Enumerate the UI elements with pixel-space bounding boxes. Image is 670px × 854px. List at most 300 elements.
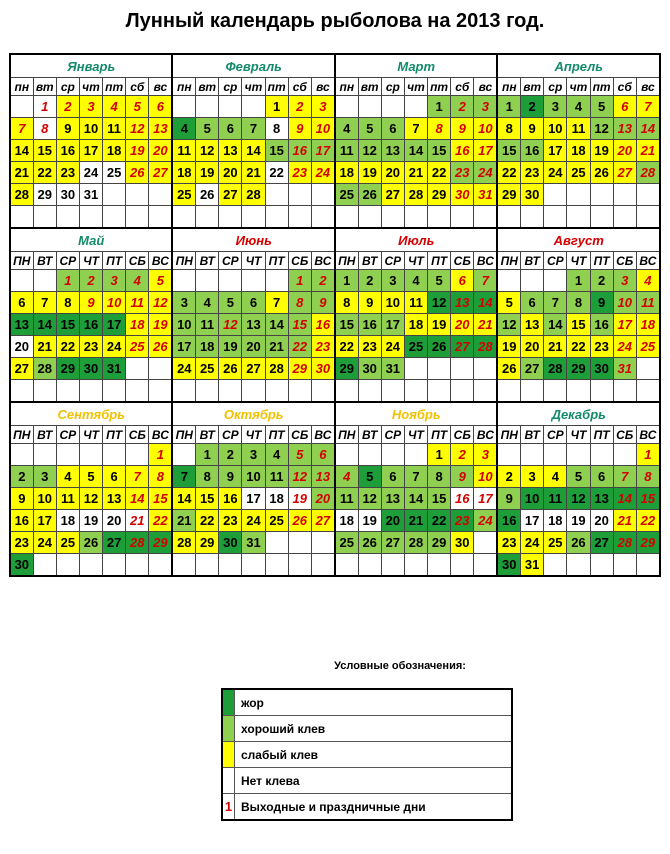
day-cell: 19 <box>590 140 613 162</box>
day-cell: 21 <box>404 510 427 532</box>
day-cell: 13 <box>242 314 265 336</box>
day-cell <box>404 96 427 118</box>
weekday-header: ВТ <box>358 252 381 270</box>
day-cell: 10 <box>103 292 126 314</box>
day-cell <box>636 206 660 229</box>
day-cell: 10 <box>474 466 498 488</box>
day-cell: 16 <box>497 510 520 532</box>
day-cell: 20 <box>521 336 544 358</box>
weekday-header: вс <box>636 78 660 96</box>
day-cell: 20 <box>381 510 404 532</box>
day-cell: 30 <box>358 358 381 380</box>
week-row <box>10 314 660 336</box>
day-cell: 21 <box>636 140 660 162</box>
legend-row <box>222 742 512 768</box>
day-cell: 7 <box>544 292 567 314</box>
day-cell: 28 <box>636 162 660 184</box>
day-cell: 28 <box>404 184 427 206</box>
day-cell <box>149 554 173 577</box>
weekday-header: ЧТ <box>404 426 427 444</box>
day-cell <box>567 554 590 577</box>
day-cell: 16 <box>79 314 102 336</box>
week-row <box>10 466 660 488</box>
day-cell <box>219 554 242 577</box>
day-cell: 27 <box>613 162 636 184</box>
day-cell <box>219 380 242 403</box>
day-cell: 14 <box>544 314 567 336</box>
day-cell: 30 <box>521 184 544 206</box>
day-cell: 26 <box>126 162 149 184</box>
weekday-header: ПН <box>335 426 358 444</box>
weekday-header: СБ <box>126 252 149 270</box>
weekday-header: ПТ <box>265 426 288 444</box>
day-cell: 26 <box>497 358 520 380</box>
weekday-header: СБ <box>613 252 636 270</box>
weekday-header: вс <box>474 78 498 96</box>
day-cell: 24 <box>544 162 567 184</box>
day-cell: 5 <box>590 96 613 118</box>
day-cell: 15 <box>497 140 520 162</box>
day-cell: 3 <box>172 292 195 314</box>
day-cell <box>265 380 288 403</box>
day-cell: 2 <box>497 466 520 488</box>
weekday-header: СР <box>219 426 242 444</box>
weekday-header: СР <box>56 426 79 444</box>
weekday-header-row <box>10 78 660 96</box>
day-cell: 27 <box>451 336 474 358</box>
day-cell: 20 <box>149 140 173 162</box>
day-cell: 12 <box>358 488 381 510</box>
day-cell: 6 <box>311 444 335 466</box>
day-cell <box>103 554 126 577</box>
day-cell <box>79 380 102 403</box>
week-row <box>10 444 660 466</box>
weekday-header: пн <box>10 78 33 96</box>
day-cell: 1 <box>428 444 451 466</box>
day-cell <box>451 206 474 229</box>
day-cell: 24 <box>172 358 195 380</box>
week-row <box>10 140 660 162</box>
day-cell: 12 <box>358 140 381 162</box>
week-row <box>10 118 660 140</box>
day-cell <box>497 444 520 466</box>
day-cell: 29 <box>288 358 311 380</box>
day-cell: 18 <box>567 140 590 162</box>
day-cell: 20 <box>381 162 404 184</box>
day-cell <box>103 206 126 229</box>
day-cell: 29 <box>567 358 590 380</box>
day-cell: 4 <box>636 270 660 292</box>
weekday-header: сб <box>613 78 636 96</box>
week-row <box>10 292 660 314</box>
weekday-header: ПТ <box>590 252 613 270</box>
day-cell: 11 <box>56 488 79 510</box>
weekday-header: ЧТ <box>567 252 590 270</box>
weekday-header: ВТ <box>358 426 381 444</box>
day-cell: 7 <box>404 466 427 488</box>
day-cell: 8 <box>428 118 451 140</box>
day-cell: 30 <box>590 358 613 380</box>
day-cell <box>404 444 427 466</box>
day-cell: 5 <box>567 466 590 488</box>
day-cell: 30 <box>311 358 335 380</box>
day-cell <box>636 184 660 206</box>
day-cell: 24 <box>613 336 636 358</box>
week-row <box>10 358 660 380</box>
day-cell <box>172 96 195 118</box>
day-cell: 12 <box>196 140 219 162</box>
week-row <box>10 488 660 510</box>
day-cell: 21 <box>613 510 636 532</box>
day-cell: 18 <box>636 314 660 336</box>
day-cell: 29 <box>196 532 219 554</box>
month-name: Май <box>10 228 172 252</box>
day-cell: 26 <box>567 532 590 554</box>
weekday-header: СР <box>56 252 79 270</box>
weekday-header-row <box>10 426 660 444</box>
day-cell: 13 <box>381 488 404 510</box>
day-cell: 12 <box>590 118 613 140</box>
day-cell <box>404 206 427 229</box>
day-cell <box>428 206 451 229</box>
day-cell: 22 <box>265 162 288 184</box>
day-cell: 19 <box>196 162 219 184</box>
legend-label: Выходные и праздничные дни <box>235 794 513 821</box>
day-cell: 2 <box>288 96 311 118</box>
day-cell: 29 <box>33 184 56 206</box>
day-cell: 15 <box>288 314 311 336</box>
week-row <box>10 336 660 358</box>
day-cell: 13 <box>149 118 173 140</box>
day-cell: 13 <box>613 118 636 140</box>
day-cell: 19 <box>567 510 590 532</box>
holiday-marker: 1 <box>222 794 235 821</box>
day-cell: 10 <box>521 488 544 510</box>
day-cell: 9 <box>10 488 33 510</box>
day-cell: 5 <box>358 118 381 140</box>
day-cell: 1 <box>33 96 56 118</box>
day-cell: 7 <box>242 118 265 140</box>
weekday-header: ВТ <box>521 426 544 444</box>
day-cell: 21 <box>404 162 427 184</box>
day-cell: 19 <box>288 488 311 510</box>
day-cell <box>335 554 358 577</box>
day-cell <box>149 380 173 403</box>
day-cell: 11 <box>544 488 567 510</box>
page-title: Лунный календарь рыболова на 2013 год. <box>125 10 545 32</box>
day-cell: 13 <box>381 140 404 162</box>
legend-table <box>221 688 513 821</box>
day-cell: 29 <box>56 358 79 380</box>
weekday-header: ср <box>381 78 404 96</box>
day-cell: 11 <box>636 292 660 314</box>
day-cell: 7 <box>404 118 427 140</box>
day-cell: 1 <box>288 270 311 292</box>
month-name-row <box>10 228 660 252</box>
day-cell <box>33 380 56 403</box>
day-cell: 22 <box>288 336 311 358</box>
day-cell: 28 <box>172 532 195 554</box>
week-row <box>10 206 660 229</box>
day-cell: 3 <box>103 270 126 292</box>
day-cell: 6 <box>103 466 126 488</box>
day-cell: 31 <box>474 184 498 206</box>
day-cell <box>56 380 79 403</box>
day-cell: 10 <box>544 118 567 140</box>
day-cell: 3 <box>474 444 498 466</box>
day-cell <box>10 270 33 292</box>
day-cell: 18 <box>103 140 126 162</box>
weekday-header: ЧТ <box>242 426 265 444</box>
day-cell <box>10 444 33 466</box>
day-cell: 17 <box>613 314 636 336</box>
weekday-header: ПН <box>335 252 358 270</box>
day-cell <box>288 532 311 554</box>
day-cell <box>613 206 636 229</box>
day-cell: 30 <box>497 554 520 577</box>
day-cell: 15 <box>428 140 451 162</box>
day-cell <box>311 532 335 554</box>
day-cell: 23 <box>521 162 544 184</box>
day-cell: 19 <box>358 510 381 532</box>
weekday-header: ВС <box>311 252 335 270</box>
weekday-header: ВС <box>149 426 173 444</box>
day-cell: 26 <box>358 532 381 554</box>
day-cell: 15 <box>56 314 79 336</box>
day-cell <box>590 184 613 206</box>
day-cell: 3 <box>474 96 498 118</box>
day-cell: 20 <box>311 488 335 510</box>
weekday-header: ВТ <box>33 426 56 444</box>
day-cell: 8 <box>567 292 590 314</box>
day-cell: 9 <box>79 292 102 314</box>
day-cell: 23 <box>10 532 33 554</box>
day-cell: 14 <box>33 314 56 336</box>
day-cell: 27 <box>149 162 173 184</box>
day-cell: 5 <box>288 444 311 466</box>
legend-label: жор <box>235 689 513 716</box>
day-cell <box>497 270 520 292</box>
day-cell: 17 <box>311 140 335 162</box>
day-cell: 14 <box>613 488 636 510</box>
day-cell: 7 <box>636 96 660 118</box>
day-cell: 26 <box>219 358 242 380</box>
day-cell <box>311 554 335 577</box>
day-cell: 26 <box>149 336 173 358</box>
day-cell: 15 <box>636 488 660 510</box>
day-cell <box>56 206 79 229</box>
day-cell: 26 <box>288 510 311 532</box>
day-cell <box>149 358 173 380</box>
weekday-header: ЧТ <box>567 426 590 444</box>
day-cell: 1 <box>196 444 219 466</box>
legend-swatch <box>222 742 235 768</box>
day-cell <box>265 532 288 554</box>
day-cell: 5 <box>428 270 451 292</box>
day-cell <box>196 96 219 118</box>
day-cell: 18 <box>335 510 358 532</box>
weekday-header: пт <box>265 78 288 96</box>
calendar-grid <box>9 53 661 577</box>
day-cell: 29 <box>497 184 520 206</box>
day-cell: 9 <box>497 488 520 510</box>
day-cell: 27 <box>590 532 613 554</box>
day-cell <box>265 554 288 577</box>
day-cell: 8 <box>265 118 288 140</box>
day-cell: 30 <box>56 184 79 206</box>
day-cell <box>474 358 498 380</box>
month-name: Апрель <box>497 54 660 78</box>
day-cell: 6 <box>10 292 33 314</box>
day-cell: 31 <box>381 358 404 380</box>
legend-label: хороший клев <box>235 716 513 742</box>
day-cell: 12 <box>567 488 590 510</box>
day-cell <box>381 444 404 466</box>
day-cell: 17 <box>521 510 544 532</box>
day-cell: 30 <box>451 184 474 206</box>
day-cell <box>567 184 590 206</box>
weekday-header: чт <box>567 78 590 96</box>
day-cell: 18 <box>196 336 219 358</box>
day-cell: 28 <box>474 336 498 358</box>
day-cell: 28 <box>404 532 427 554</box>
day-cell: 7 <box>126 466 149 488</box>
day-cell: 16 <box>311 314 335 336</box>
month-name: Сентябрь <box>10 402 172 426</box>
weekday-header-row <box>10 252 660 270</box>
day-cell: 9 <box>451 118 474 140</box>
day-cell <box>613 554 636 577</box>
day-cell <box>10 96 33 118</box>
day-cell: 22 <box>428 510 451 532</box>
day-cell <box>521 270 544 292</box>
day-cell <box>311 184 335 206</box>
day-cell <box>56 444 79 466</box>
day-cell: 8 <box>56 292 79 314</box>
weekday-header: чт <box>242 78 265 96</box>
day-cell: 20 <box>613 140 636 162</box>
day-cell: 25 <box>103 162 126 184</box>
day-cell: 16 <box>56 140 79 162</box>
day-cell: 1 <box>497 96 520 118</box>
day-cell: 15 <box>196 488 219 510</box>
day-cell: 1 <box>428 96 451 118</box>
day-cell: 25 <box>544 532 567 554</box>
day-cell: 22 <box>56 336 79 358</box>
day-cell: 1 <box>636 444 660 466</box>
day-cell: 1 <box>149 444 173 466</box>
day-cell <box>242 206 265 229</box>
day-cell <box>358 444 381 466</box>
day-cell <box>172 444 195 466</box>
day-cell: 2 <box>590 270 613 292</box>
day-cell: 22 <box>428 162 451 184</box>
weekday-header: ЧТ <box>79 252 102 270</box>
day-cell: 29 <box>149 532 173 554</box>
weekday-header: СБ <box>451 252 474 270</box>
day-cell: 15 <box>265 140 288 162</box>
day-cell <box>126 184 149 206</box>
weekday-header: ПН <box>497 252 520 270</box>
day-cell <box>126 380 149 403</box>
day-cell <box>149 184 173 206</box>
month-name: Октябрь <box>172 402 334 426</box>
weekday-header: ВТ <box>196 426 219 444</box>
day-cell <box>172 380 195 403</box>
day-cell: 11 <box>567 118 590 140</box>
day-cell: 27 <box>381 184 404 206</box>
day-cell: 3 <box>381 270 404 292</box>
day-cell: 6 <box>451 270 474 292</box>
day-cell: 8 <box>428 466 451 488</box>
day-cell: 27 <box>103 532 126 554</box>
day-cell: 18 <box>335 162 358 184</box>
day-cell: 2 <box>79 270 102 292</box>
day-cell: 10 <box>172 314 195 336</box>
day-cell: 8 <box>149 466 173 488</box>
day-cell: 25 <box>126 336 149 358</box>
day-cell: 8 <box>335 292 358 314</box>
day-cell: 31 <box>521 554 544 577</box>
day-cell <box>242 380 265 403</box>
weekday-header: ВТ <box>33 252 56 270</box>
day-cell <box>474 206 498 229</box>
day-cell: 21 <box>126 510 149 532</box>
day-cell: 25 <box>636 336 660 358</box>
weekday-header: пн <box>497 78 520 96</box>
day-cell: 7 <box>474 270 498 292</box>
day-cell: 13 <box>590 488 613 510</box>
month-name: Март <box>335 54 497 78</box>
weekday-header: вс <box>149 78 173 96</box>
day-cell: 3 <box>521 466 544 488</box>
day-cell: 17 <box>242 488 265 510</box>
day-cell: 12 <box>497 314 520 336</box>
day-cell: 11 <box>172 140 195 162</box>
day-cell: 10 <box>613 292 636 314</box>
day-cell: 25 <box>335 532 358 554</box>
week-row <box>10 510 660 532</box>
day-cell <box>521 444 544 466</box>
weekday-header: СР <box>544 252 567 270</box>
day-cell: 4 <box>103 96 126 118</box>
day-cell <box>311 380 335 403</box>
day-cell: 25 <box>196 358 219 380</box>
month-name: Август <box>497 228 660 252</box>
weekday-header: СР <box>544 426 567 444</box>
weekday-header: ПН <box>497 426 520 444</box>
day-cell: 25 <box>56 532 79 554</box>
day-cell: 3 <box>33 466 56 488</box>
day-cell: 17 <box>474 140 498 162</box>
day-cell: 22 <box>335 336 358 358</box>
day-cell: 23 <box>451 162 474 184</box>
day-cell: 28 <box>10 184 33 206</box>
day-cell: 16 <box>590 314 613 336</box>
weekday-header: сб <box>126 78 149 96</box>
weekday-header: СБ <box>288 252 311 270</box>
day-cell <box>172 554 195 577</box>
day-cell: 17 <box>79 140 102 162</box>
day-cell <box>79 206 102 229</box>
day-cell: 24 <box>103 336 126 358</box>
day-cell: 17 <box>381 314 404 336</box>
day-cell: 15 <box>567 314 590 336</box>
day-cell: 28 <box>33 358 56 380</box>
day-cell <box>590 554 613 577</box>
day-cell <box>219 270 242 292</box>
day-cell: 18 <box>126 314 149 336</box>
